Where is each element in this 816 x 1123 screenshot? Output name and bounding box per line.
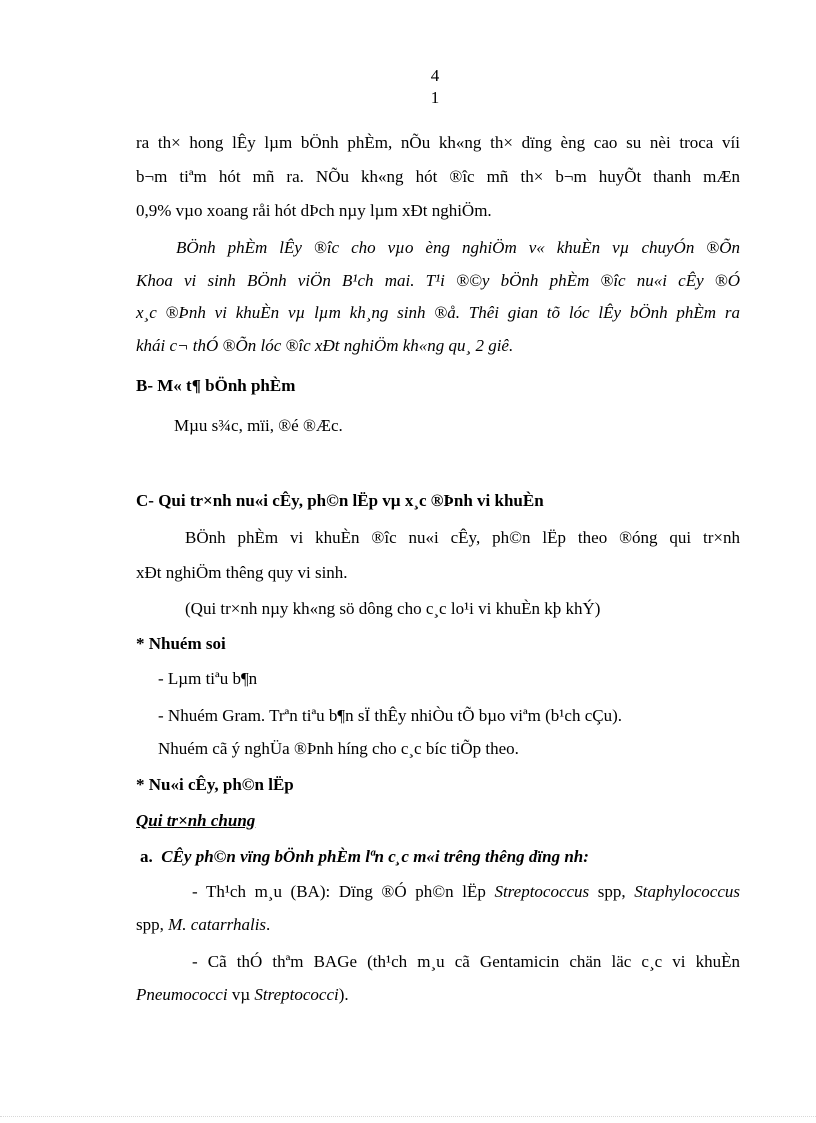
blood-agar-spp: spp, xyxy=(136,915,169,934)
description-b: Mµu s¾c, mïi, ®é ®Æc. xyxy=(174,416,343,435)
paragraph-1-line-3: 0,9% vµo xoang råi hót dÞch nµy lµm xÐt nghiÖm. xyxy=(136,201,492,220)
paragraph-2-line-3: x¸c ®Þnh vi khuÈn vµ lµm kh¸ng sinh ®å. Thêi gian tõ lóc lÊy bÖnh phÈm ra xyxy=(136,303,740,322)
bage-mid: vµ xyxy=(227,985,255,1004)
bage-line-1: - Cã thÓ thªm BAGe (th¹ch m¸u cã Gentamicin chän läc c¸c vi khuÈn xyxy=(192,952,740,971)
bage-end: ). xyxy=(338,985,349,1004)
paragraph-1-line-2: b¬m tiªm hót mñ ra. NÕu kh«ng hót ®îc mñ th× b¬m huyÕt thanh mÆn xyxy=(136,167,740,186)
paragraph-c-line-1: BÖnh phÈm vi khuÈn ®îc nu«i cÊy, ph©n lËp theo ®óng qui tr×nh xyxy=(185,528,740,547)
species-streptococci: Streptococci xyxy=(254,985,339,1004)
heading-b: B- M« t¶ bÖnh phÈm xyxy=(136,376,296,395)
blood-agar-line-2 xyxy=(136,914,740,936)
paragraph-2-line-4: khái c¬ thÓ ®Õn lóc ®îc xÐt nghiÖm kh«ng qu¸ 2 giê. xyxy=(136,336,514,355)
stain-note: Nhuém cã ý nghÜa ®Þnh híng cho c¸c bíc tiÕp theo. xyxy=(158,739,519,758)
step-a-label: a. xyxy=(140,847,153,866)
note-c: (Qui tr×nh nµy kh«ng sö dông cho c¸c lo¹i vi khuÈn kþ khÝ) xyxy=(185,599,601,618)
page-number-top: 4 xyxy=(430,66,440,85)
page-bottom-divider xyxy=(0,1116,816,1117)
blood-agar-text: - Th¹ch m¸u (BA): Dïng ®Ó ph©n lËp xyxy=(192,882,495,901)
species-pneumococci: Pneumococci xyxy=(136,985,228,1004)
stain-item-1: - Lµm tiªu b¶n xyxy=(158,669,258,688)
paragraph-2-line-2: Khoa vi sinh BÖnh viÖn B¹ch mai. T¹i ®©y bÖnh phÈm ®îc nu«i cÊy ®Ó xyxy=(136,271,740,290)
step-a-text: CÊy ph©n vïng bÖnh phÈm lªn c¸c m«i trêng thêng dïng nh: xyxy=(161,847,589,866)
stain-heading: * Nhuém soi xyxy=(136,634,226,653)
blood-agar-end: . xyxy=(266,915,271,934)
species-m-catarrhalis: M. catarrhalis xyxy=(168,915,267,934)
step-a xyxy=(140,846,744,868)
blood-agar-mid: spp, xyxy=(589,882,635,901)
paragraph-1-line-1: ra th× hong lÊy lµm bÖnh phÈm, nÕu kh«ng th× dïng èng cao su nèi troca víi xyxy=(136,133,740,152)
species-streptococcus: Streptococcus xyxy=(494,882,590,901)
bage-line-2 xyxy=(136,984,740,1006)
general-procedure-heading: Qui tr×nh chung xyxy=(136,811,256,830)
species-staphylococcus: Staphylococcus xyxy=(634,882,740,901)
blood-agar-line-1 xyxy=(192,881,740,903)
heading-c: C- Qui tr×nh nu«i cÊy, ph©n lËp vµ x¸c ®Þnh vi khuÈn xyxy=(136,491,544,510)
page-number-bottom: 1 xyxy=(430,88,440,107)
paragraph-2-line-1: BÖnh phÈm lÊy ®îc cho vµo èng nghiÖm v« khuÈn vµ chuyÓn ®Õn xyxy=(176,238,740,257)
culture-heading: * Nu«i cÊy, ph©n lËp xyxy=(136,775,294,794)
paragraph-c-line-2: xÐt nghiÖm thêng quy vi sinh. xyxy=(136,563,348,582)
stain-item-2: - Nhuém Gram. Trªn tiªu b¶n sÏ thÊy nhiÒu tÕ bµo viªm (b¹ch cÇu). xyxy=(158,706,622,725)
